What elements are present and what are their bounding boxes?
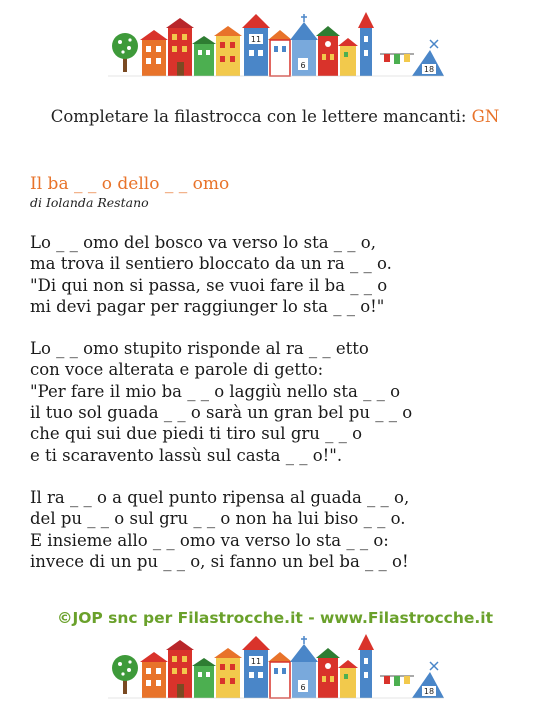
house-icon (412, 662, 444, 698)
house-number: 18 (423, 65, 435, 74)
church-icon (290, 14, 318, 76)
house-icon (338, 660, 358, 698)
house-icon (268, 652, 292, 698)
clothesline-icon (380, 54, 414, 64)
houses-banner-bottom (108, 632, 444, 702)
house-number: 6 (300, 61, 306, 70)
clothesline-icon (380, 676, 414, 686)
poem-line: invece di un pu _ _ o, si fanno un bel ba _ _ o! (30, 551, 409, 571)
poem-line: Il ra _ _ o a quel punto ripensa al guada _ _ o, (30, 487, 410, 507)
poem-line: E insieme allo _ _ omo va verso lo sta _ _ o: (30, 530, 389, 550)
instruction-main: Completare la filastrocca con le lettere mancanti: (50, 107, 472, 126)
stanza-1 (30, 232, 412, 317)
house-icon (192, 658, 216, 698)
house-icon (192, 36, 216, 76)
house-icon (166, 640, 194, 698)
house-icon (166, 18, 194, 76)
house-icon (338, 38, 358, 76)
house-number: 11 (250, 657, 262, 666)
tree-icon (112, 33, 138, 72)
tree-icon (112, 655, 138, 694)
poem-line: che qui sui due piedi ti tiro sul gru _ _ o (30, 424, 363, 444)
tower-icon (358, 12, 374, 76)
house-icon (412, 40, 444, 76)
poem-author: di Iolanda Restano (30, 195, 149, 210)
copyright-footer: ©JOP snc per Filastrocche.it - www.Filastrocche.it (56, 609, 494, 627)
poem-line: e ti scaravento lassù sul casta _ _ o!". (30, 445, 343, 465)
house-icon (214, 648, 242, 698)
house-number: 18 (423, 687, 435, 696)
poem-line: "Per fare il mio ba _ _ o laggiù nello sta _ _ o (30, 381, 401, 401)
poem-line: il tuo sol guada _ _ o sarà un gran bel pu _ _ o (30, 403, 413, 423)
poem-line: con voce alterata e parole di getto: (30, 360, 324, 380)
church-icon (290, 636, 318, 698)
house-icon (140, 30, 168, 76)
stanza-2 (30, 338, 412, 466)
house-icon (268, 30, 292, 76)
poem-line: ma trova il sentiero bloccato da un ra _ _ o. (30, 254, 392, 274)
house-icon (242, 14, 270, 76)
houses-banner-top (108, 10, 444, 80)
house-icon (140, 652, 168, 698)
house-icon (316, 26, 340, 76)
house-number: 11 (250, 35, 262, 44)
stanza-3 (30, 487, 412, 572)
house-icon (316, 648, 340, 698)
instruction-text (0, 107, 550, 126)
poem-body (30, 232, 412, 593)
poem-title: Il ba _ _ o dello _ _ omo (30, 174, 230, 194)
house-number: 6 (300, 683, 306, 692)
poem-line: Lo _ _ omo del bosco va verso lo sta _ _ o, (30, 233, 376, 252)
poem-line: Lo _ _ omo stupito risponde al ra _ _ etto (30, 339, 369, 359)
poem-line: del pu _ _ o sul gru _ _ o non ha lui biso _ _ o. (30, 509, 406, 529)
house-icon (214, 26, 242, 76)
poem-line: "Di qui non si passa, se vuoi fare il ba _ _ o (30, 275, 388, 295)
instruction-letters: GN (471, 107, 500, 126)
poem-line: mi devi pagar per raggiunger lo sta _ _ o!" (30, 296, 385, 316)
tower-icon (358, 634, 374, 698)
house-icon (242, 636, 270, 698)
